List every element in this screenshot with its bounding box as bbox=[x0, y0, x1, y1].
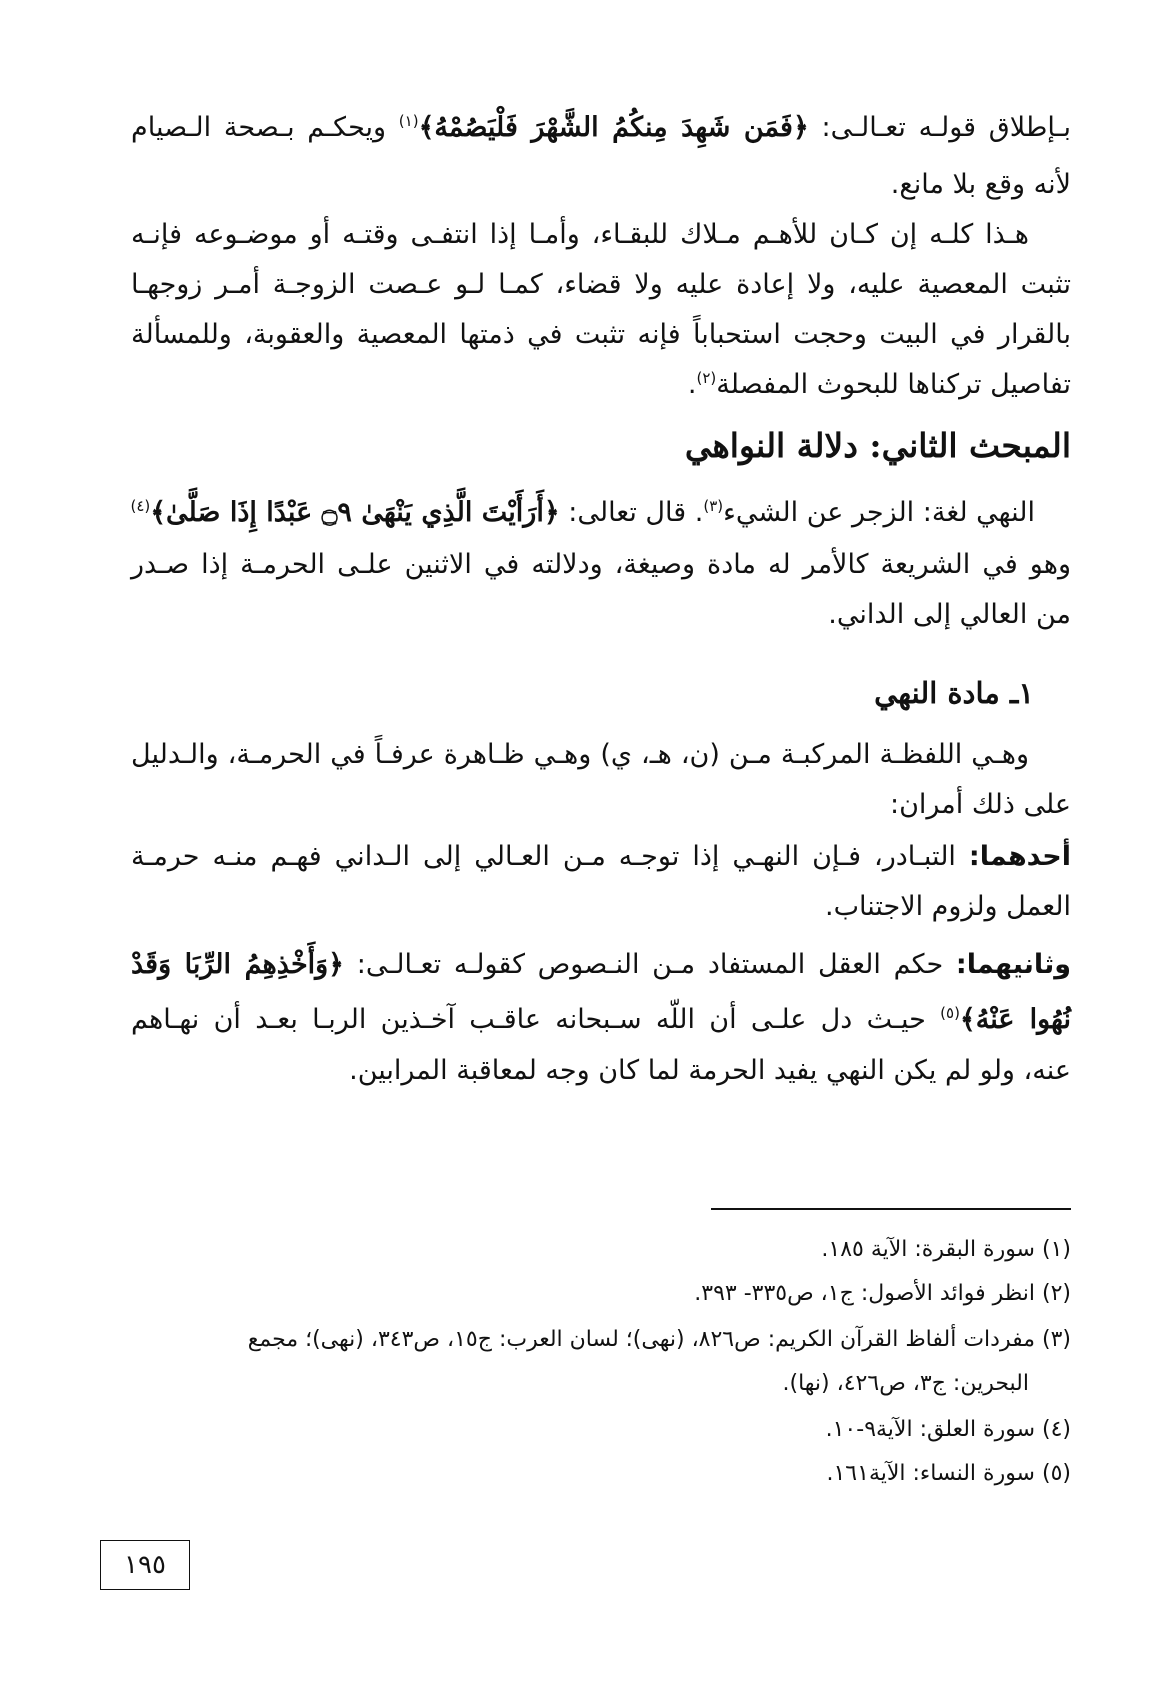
text-segment: النهي لغة: الزجر عن الشيء bbox=[723, 497, 1035, 528]
paragraph-4-line-2: على ذلك أمران: bbox=[889, 789, 1071, 820]
footnote-1: (١) سورة البقرة: الآية ١٨٥. bbox=[821, 1237, 1071, 1262]
text-segment: تفاصيل تركناها للبحوث المفصلة bbox=[716, 369, 1071, 400]
quran-verse: نُهُوا عَنْهُ﴾ bbox=[959, 1004, 1071, 1035]
text-segment: . قال تعالى: bbox=[559, 497, 704, 528]
paragraph-2-line-2: تثبت المعصية عليه، ولا إعادة عليه ولا قضاء، كمـا لـو عـصت الزوجـة أمـر زوجهـا bbox=[131, 269, 1071, 300]
quran-verse: ﴿أَرَأَيْتَ الَّذِي يَنْهَىٰ ۝٩ عَبْدًا إِذَا صَلَّىٰ﴾ bbox=[150, 497, 560, 528]
text-segment: بـإطلاق قولـه تعـالـى: bbox=[808, 112, 1071, 143]
section-heading: المبحث الثاني: دلالة النواهي bbox=[684, 426, 1071, 465]
footnote-ref-5[interactable]: (٥) bbox=[940, 1004, 960, 1022]
paragraph-6-line-3: عنه، ولو لم يكن النهي يفيد الحرمة لما كان وجه لمعاقبة المرابين. bbox=[349, 1055, 1071, 1086]
footnote-3: (٣) مفردات ألفاظ القرآن الكريم: ص٨٢٦، (نهى)؛ لسان العرب: ج١٥، ص٣٤٣، (نهى)؛ مجمع bbox=[247, 1327, 1071, 1352]
paragraph-5-line-2: العمل ولزوم الاجتناب. bbox=[824, 891, 1071, 922]
footnote-3-continued: البحرين: ج٣، ص٤٢٦، (نها). bbox=[782, 1371, 1029, 1396]
footnote-ref-1[interactable]: (١) bbox=[398, 112, 419, 130]
quran-verse: ﴿وَأَخْذِهِمُ الرِّبَا وَقَدْ bbox=[131, 949, 344, 980]
footnote-5: (٥) سورة النساء: الآية١٦١. bbox=[826, 1461, 1071, 1486]
paragraph-3-line-2: وهو في الشريعة كالأمر له مادة وصيغة، ودلالته في الاثنين علـى الحرمـة إذا صـدر bbox=[131, 549, 1071, 580]
footnote-ref-4[interactable]: (٤) bbox=[130, 497, 151, 515]
page-number-text: ١٩٥ bbox=[124, 1550, 166, 1580]
paragraph-2-line-1: هـذا كلـه إن كـان للأهـم مـلاك للبقـاء، وأمـا إذا انتفـى وقتـه أو موضـوعه فإنـه bbox=[131, 219, 1029, 250]
page-number bbox=[100, 1540, 190, 1590]
text-segment: حكم العقل المستفاد مـن النـصوص كقولـه تعـالـى: bbox=[344, 949, 956, 980]
footnote-2: (٢) انظر فوائد الأصول: ج١، ص٣٣٥- ٣٩٣. bbox=[694, 1281, 1071, 1306]
paragraph-2-line-4 bbox=[131, 360, 1071, 410]
paragraph-6-line-1 bbox=[131, 940, 1071, 990]
paragraph-3-line-3: من العالي إلى الداني. bbox=[828, 599, 1071, 630]
text-segment: التبـادر، فـإن النهـي إذا توجـه مـن العـالي إلى الـداني فهـم منـه حرمـة bbox=[131, 841, 969, 872]
text-segment: . bbox=[687, 369, 697, 400]
footnote-ref-2[interactable]: (٢) bbox=[696, 369, 717, 387]
paragraph-6-line-2 bbox=[131, 995, 1071, 1045]
footnote-4: (٤) سورة العلق: الآية٩-١٠. bbox=[825, 1417, 1071, 1442]
quran-verse: ﴿فَمَن شَهِدَ مِنكُمُ الشَّهْرَ فَلْيَصُمْهُ﴾ bbox=[418, 112, 809, 143]
paragraph-1-line-2: لأنه وقع بلا مانع. bbox=[890, 169, 1071, 200]
paragraph-3-line-1 bbox=[131, 488, 1071, 538]
paragraph-label: أحدهما: bbox=[968, 841, 1071, 872]
text-segment: حيـث دل علـى أن اللّه سـبحانه عاقـب آخـذين الربـا بعـد أن نهـاهم bbox=[131, 1004, 941, 1035]
paragraph-label: وثانيهما: bbox=[955, 949, 1071, 980]
subheading: ١ـ مادة النهي bbox=[874, 676, 1034, 710]
paragraph-4-line-1: وهـي اللفظـة المركبـة مـن (ن، هـ، ي) وهـي ظـاهرة عرفـاً في الحرمـة، والـدليل bbox=[131, 739, 1029, 770]
paragraph-2-line-3: بالقرار في البيت وحجت استحباباً فإنه تثبت في ذمتها المعصية والعقوبة، وللمسألة bbox=[131, 319, 1071, 350]
footnote-ref-3[interactable]: (٣) bbox=[703, 497, 724, 515]
text-segment: ويحكـم بـصحة الـصيام bbox=[131, 112, 399, 143]
footnote-separator bbox=[711, 1208, 1071, 1210]
paragraph-1-line-1 bbox=[131, 103, 1071, 153]
paragraph-5-line-1 bbox=[131, 832, 1071, 882]
